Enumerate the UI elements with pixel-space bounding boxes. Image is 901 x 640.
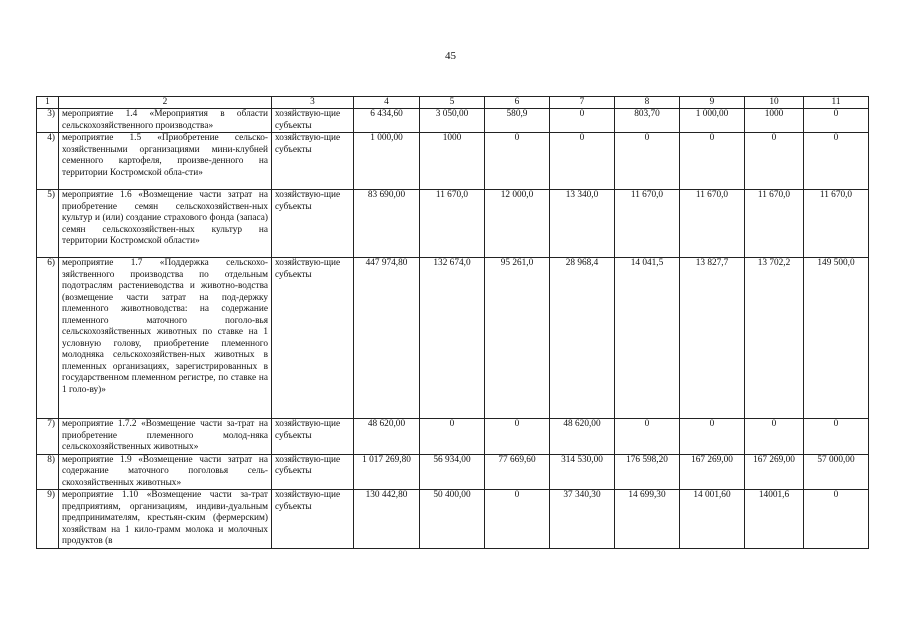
activity-description: мероприятие 1.9 «Возмещение части затрат на содержание маточного поголовья сель-скохозяйственных животных»: [59, 454, 272, 490]
funding-value-col-5: 0: [420, 419, 485, 455]
page-number: 45: [445, 50, 456, 62]
funding-value-col-5: 50 400,00: [420, 490, 485, 549]
activity-description: мероприятие 1.4 «Мероприятия в области сельскохозяйственного производства»: [59, 109, 272, 133]
activity-description: мероприятие 1.7 «Поддержка сельскохо-зяйственного производства по отдельным подотраслям растениеводства и животно-водства (возмещение части затрат на под-держку племенного животноводства: на содержание племенного маточного поголо-вья сельскохозяйственных животных по ставке на 1 условную голову, приобретение племенного молодняка сельскохозяйствен-ных животных в племенных организациях, зарегистрированных в государственном племенном регистре, по ставке на 1 голо-ву)»: [59, 258, 272, 419]
funding-value-col-9: 0: [680, 133, 745, 190]
executor-subject: хозяйствую-щие субъекты: [272, 454, 354, 490]
funding-value-col-5: 11 670,0: [420, 190, 485, 258]
funding-value-col-7: 0: [550, 109, 615, 133]
executor-subject: хозяйствую-щие субъекты: [272, 133, 354, 190]
column-header-6: 6: [485, 97, 550, 109]
program-activities-table: [36, 96, 869, 549]
executor-subject: хозяйствую-щие субъекты: [272, 109, 354, 133]
funding-value-col-10: 1000: [745, 109, 804, 133]
activity-description: мероприятие 1.5 «Приобретение сельско-хозяйственными организациями мини-клубней семенного картофеля, произве-денного на территории Костромской обла-сти»: [59, 133, 272, 190]
funding-value-col-8: 11 670,0: [615, 190, 680, 258]
funding-value-col-11: 0: [804, 109, 869, 133]
row-number: 6): [37, 258, 59, 419]
executor-subject: хозяйствую-щие субъекты: [272, 490, 354, 549]
funding-value-col-6: 580,9: [485, 109, 550, 133]
funding-value-col-6: 95 261,0: [485, 258, 550, 419]
table-row: [37, 190, 869, 258]
funding-value-col-4: 48 620,00: [354, 419, 420, 455]
table-row: [37, 490, 869, 549]
funding-value-col-7: 28 968,4: [550, 258, 615, 419]
table-header-row: [37, 97, 869, 109]
row-number: 4): [37, 133, 59, 190]
funding-value-col-9: 167 269,00: [680, 454, 745, 490]
funding-value-col-10: 14001,6: [745, 490, 804, 549]
row-number: 8): [37, 454, 59, 490]
funding-value-col-4: 130 442,80: [354, 490, 420, 549]
funding-value-col-11: 0: [804, 490, 869, 549]
funding-value-col-11: 0: [804, 419, 869, 455]
funding-value-col-6: 12 000,0: [485, 190, 550, 258]
row-number: 7): [37, 419, 59, 455]
funding-value-col-9: 0: [680, 419, 745, 455]
funding-value-col-5: 132 674,0: [420, 258, 485, 419]
table-row: [37, 419, 869, 455]
table-row: [37, 258, 869, 419]
funding-value-col-11: 0: [804, 133, 869, 190]
funding-value-col-7: 13 340,0: [550, 190, 615, 258]
activity-description: мероприятие 1.10 «Возмещение части за-трат предприятиям, организациям, индиви-дуальным предпринимателям, крестьян-ским (фермерским) хозяйствам на 1 кило-грамм молока и молочных продуктов (в: [59, 490, 272, 549]
funding-value-col-8: 176 598,20: [615, 454, 680, 490]
funding-value-col-10: 167 269,00: [745, 454, 804, 490]
funding-value-col-9: 1 000,00: [680, 109, 745, 133]
row-number: 5): [37, 190, 59, 258]
column-header-9: 9: [680, 97, 745, 109]
executor-subject: хозяйствую-щие субъекты: [272, 258, 354, 419]
funding-value-col-8: 803,70: [615, 109, 680, 133]
funding-value-col-4: 83 690,00: [354, 190, 420, 258]
executor-subject: хозяйствую-щие субъекты: [272, 190, 354, 258]
column-header-4: 4: [354, 97, 420, 109]
funding-value-col-8: 0: [615, 133, 680, 190]
funding-value-col-11: 11 670,0: [804, 190, 869, 258]
executor-subject: хозяйствую-щие субъекты: [272, 419, 354, 455]
funding-value-col-9: 11 670,0: [680, 190, 745, 258]
column-header-8: 8: [615, 97, 680, 109]
funding-value-col-10: 13 702,2: [745, 258, 804, 419]
row-number: 9): [37, 490, 59, 549]
row-number: 3): [37, 109, 59, 133]
funding-value-col-5: 1000: [420, 133, 485, 190]
funding-value-col-5: 3 050,00: [420, 109, 485, 133]
table-row: [37, 109, 869, 133]
funding-value-col-7: 0: [550, 133, 615, 190]
table-body: [37, 97, 869, 549]
funding-value-col-4: 6 434,60: [354, 109, 420, 133]
column-header-10: 10: [745, 97, 804, 109]
funding-value-col-6: 0: [485, 133, 550, 190]
table-row: [37, 133, 869, 190]
funding-value-col-5: 56 934,00: [420, 454, 485, 490]
column-header-11: 11: [804, 97, 869, 109]
funding-value-col-4: 447 974,80: [354, 258, 420, 419]
funding-value-col-4: 1 000,00: [354, 133, 420, 190]
funding-value-col-4: 1 017 269,80: [354, 454, 420, 490]
funding-value-col-6: 0: [485, 490, 550, 549]
column-header-7: 7: [550, 97, 615, 109]
funding-value-col-7: 37 340,30: [550, 490, 615, 549]
funding-value-col-10: 0: [745, 133, 804, 190]
activity-description: мероприятие 1.6 «Возмещение части затрат на приобретение семян сельскохозяйствен-ных культур и (или) создание страхового фонда (запаса) семян сельскохозяйствен-ных культур на территории Костромской области»: [59, 190, 272, 258]
funding-value-col-9: 13 827,7: [680, 258, 745, 419]
funding-value-col-10: 0: [745, 419, 804, 455]
funding-value-col-8: 14 699,30: [615, 490, 680, 549]
funding-value-col-10: 11 670,0: [745, 190, 804, 258]
funding-value-col-8: 14 041,5: [615, 258, 680, 419]
activity-description: мероприятие 1.7.2 «Возмещение части за-трат на приобретение племенного молод-няка сельскохозяйственных животных»: [59, 419, 272, 455]
funding-value-col-6: 77 669,60: [485, 454, 550, 490]
column-header-5: 5: [420, 97, 485, 109]
funding-value-col-6: 0: [485, 419, 550, 455]
column-header-2: 2: [59, 97, 272, 109]
funding-value-col-7: 314 530,00: [550, 454, 615, 490]
funding-value-col-11: 57 000,00: [804, 454, 869, 490]
column-header-3: 3: [272, 97, 354, 109]
funding-value-col-7: 48 620,00: [550, 419, 615, 455]
column-header-1: 1: [37, 97, 59, 109]
funding-value-col-9: 14 001,60: [680, 490, 745, 549]
table-row: [37, 454, 869, 490]
funding-value-col-8: 0: [615, 419, 680, 455]
funding-value-col-11: 149 500,0: [804, 258, 869, 419]
